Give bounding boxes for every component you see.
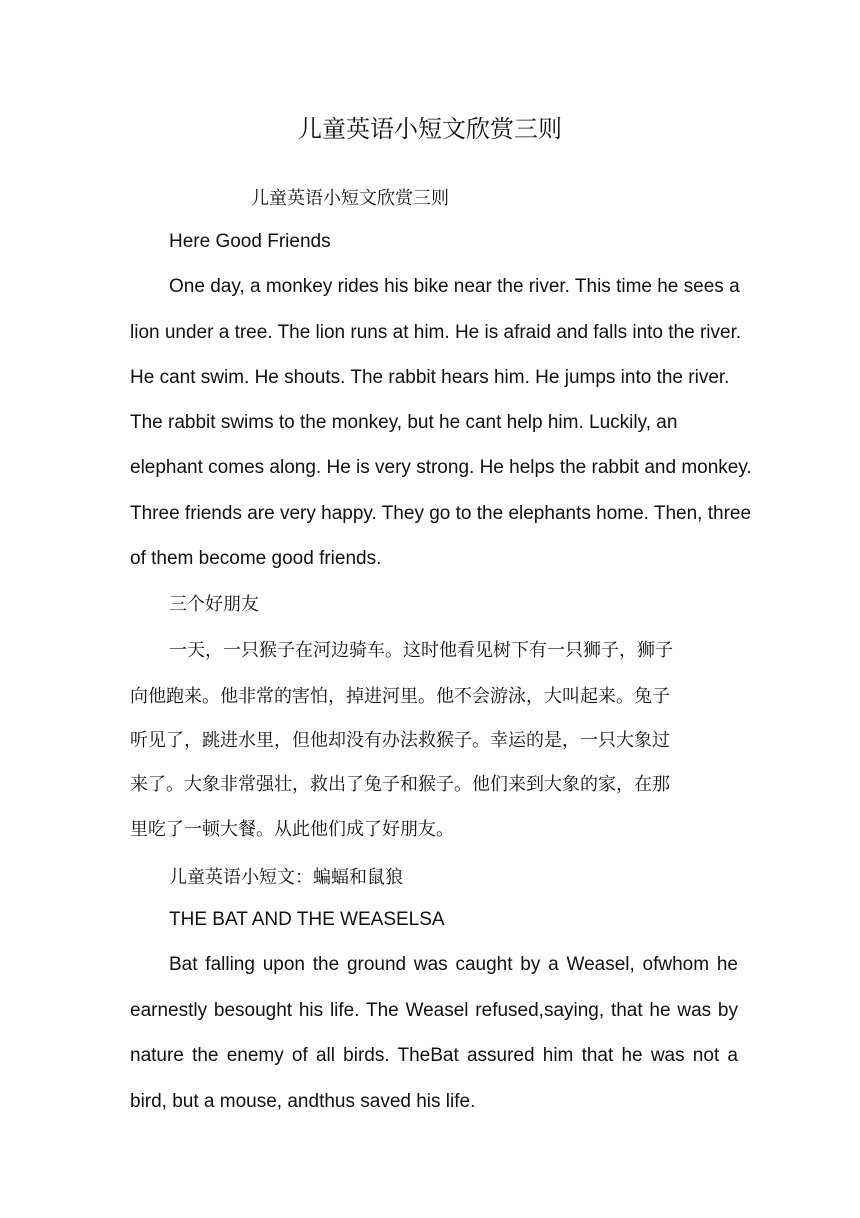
story1-line: of them become good friends. — [130, 548, 382, 569]
story1-line: elephant comes along. He is very strong. He helps the rabbit and monkey. — [130, 457, 752, 478]
story1-line: One day, a monkey rides his bike near the river. This time he sees a — [169, 276, 740, 297]
story1-line: lion under a tree. The lion runs at him. He is afraid and falls into the river. — [130, 322, 742, 343]
story2-heading-cn: 儿童英语小短文：蝙蝠和鼠狼 — [169, 867, 403, 888]
document-title: 儿童英语小短文欣赏三则 — [298, 115, 562, 143]
story2-line: earnestly besought his life. The Weasel refused,saying, that he was by — [130, 1000, 738, 1021]
story1-translation-line: 向他跑来。他非常的害怕，掉进河里。他不会游泳，大叫起来。兔子 — [130, 686, 670, 707]
story2-line: Bat falling upon the ground was caught by a Weasel, ofwhom he — [169, 954, 738, 975]
story1-translation-line: 听见了，跳进水里，但他却没有办法救猴子。幸运的是，一只大象过 — [130, 730, 670, 751]
story2-line: nature the enemy of all birds. TheBat assured him that he was not a — [130, 1045, 738, 1066]
story1-line: Three friends are very happy. They go to the elephants home. Then, three — [130, 503, 752, 524]
story1-translation-line: 里吃了一顿大餐。从此他们成了好朋友。 — [130, 819, 454, 840]
story2-line: bird, but a mouse, andthus saved his life. — [130, 1091, 476, 1112]
story1-translation-line: 来了。大象非常强壮，救出了兔子和猴子。他们来到大象的家，在那 — [130, 774, 670, 795]
story2-heading-en: THE BAT AND THE WEASELSA — [169, 909, 445, 930]
story1-line: He cant swim. He shouts. The rabbit hears him. He jumps into the river. — [130, 367, 730, 388]
document-subtitle: 儿童英语小短文欣赏三则 — [251, 188, 449, 209]
story1-line: The rabbit swims to the monkey, but he cant help him. Luckily, an — [130, 412, 678, 433]
story1-translation-heading: 三个好朋友 — [169, 594, 259, 615]
story1-heading: Here Good Friends — [169, 231, 331, 252]
story1-translation-line: 一天，一只猴子在河边骑车。这时他看见树下有一只狮子，狮子 — [169, 640, 673, 661]
